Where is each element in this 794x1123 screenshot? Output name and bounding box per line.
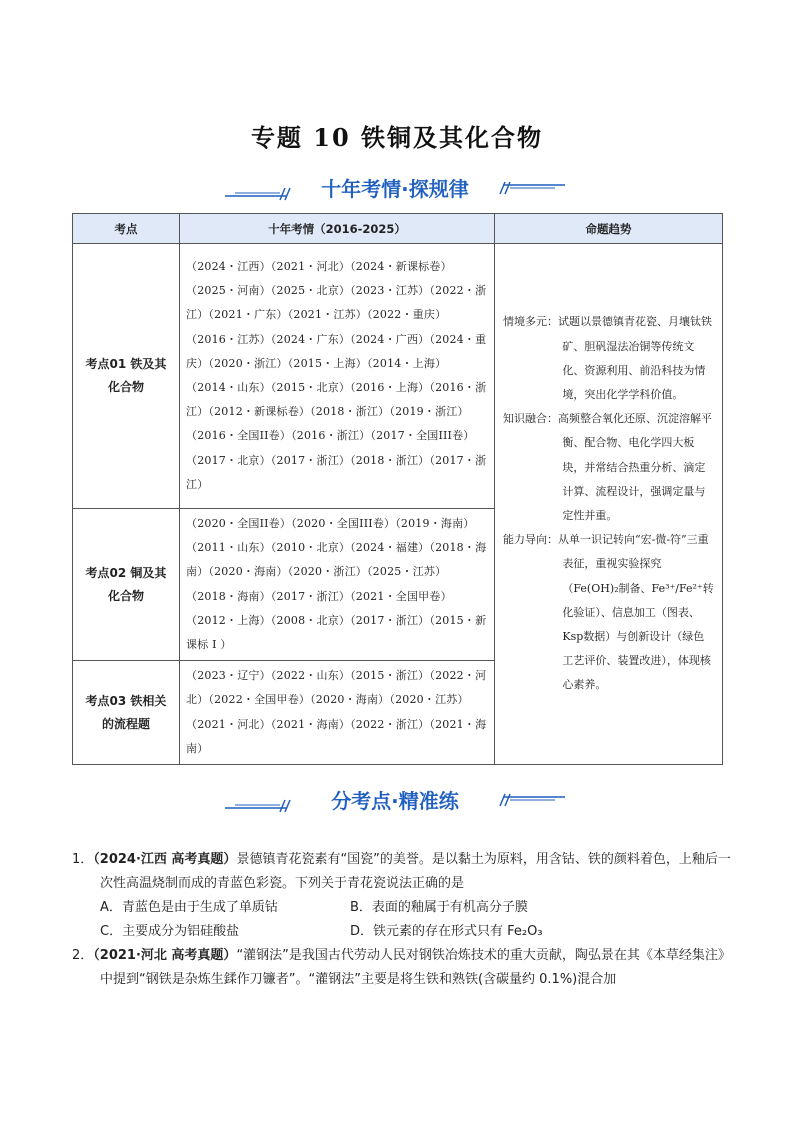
years-cell: （2020・全国II卷）（2020・全国III卷）（2019・海南）（2011・山东）（2010・北京）（2024・福建）（2018・海南）（2020・海南）（2020・浙江）（2025・江苏）（2018・海南）（2017・浙江）（2021・全国甲卷）（2012・上海）（2008・北京）（2017・浙江）（2015・新课标 I ） [180, 509, 495, 661]
topic-cell: 考点03 铁相关的流程题 [73, 661, 180, 765]
trend-item: 知识融合：高频整合氧化还原、沉淀溶解平衡、配合物、电化学四大板块，并常结合热重分析、滴定计算、流程设计，强调定量与定性并重。 [503, 412, 712, 523]
option-b[interactable]: B．表面的釉属于有机高分子膜 [350, 900, 528, 915]
option-a[interactable]: A．青蓝色是由于生成了单质钴 [100, 900, 278, 915]
header-years: 十年考情（2016-2025） [180, 214, 495, 244]
trend-item: 能力导向：从单一识记转向“宏-微-符”三重表征，重视实验探究（Fe(OH)₂制备、Fe³⁺/Fe²⁺转化验证）、信息加工（图表、Ksp数据）与创新设计（绿色工艺评价、装置改进），体现核心素养。 [503, 533, 714, 692]
topic-cell: 考点01 铁及其化合物 [73, 244, 180, 509]
section-banner-trends [225, 174, 565, 204]
question-list [72, 848, 732, 992]
table-row [73, 244, 723, 509]
trend-item: 情境多元：试题以景德镇青花瓷、月壤钛铁矿、胆矾湿法冶铜等传统文化、资源利用、前沿科技为情境，突出化学学科价值。 [503, 315, 712, 401]
years-cell: （2024・江西）（2021・河北）（2024・新课标卷）（2025・河南）（2025・北京）（2023・江苏）（2022・浙江）（2021・广东）（2021・江苏）（2022・重庆）（2016・江苏）（2024・广东）（2024・广西）（2024・重庆）（2020・浙江）（2015・上海）（2014・上海）（2014・山东）（2015・北京）（2016・上海）（2016・浙江）（2012・新课标卷）（2018・浙江）（2019・浙江）（2016・全国II卷）（2016・浙江）（2017・全国III卷）（2017・北京）（2017・浙江）（2018・浙江）（2017・浙江） [180, 244, 495, 509]
trend-table [72, 213, 723, 765]
header-trend: 命题趋势 [495, 214, 723, 244]
banner-title: 分考点·精准练 [331, 789, 459, 813]
topic-cell: 考点02 铜及其化合物 [73, 509, 180, 661]
section-banner-practice [225, 786, 565, 816]
trend-cell [495, 244, 723, 765]
question-stem: 2．（2021·河北 高考真题）“灌钢法”是我国古代劳动人民对钢铁冶炼技术的重大贡献，陶弘景在其《本草经集注》中提到“钢铁是杂炼生鍒作刀镰者”。“灌钢法”主要是将生铁和熟铁(含碳量约 0.1%)混合加 [72, 948, 731, 987]
question-source: （2021·河北 高考真题） [93, 948, 237, 963]
years-cell: （2023・辽宁）（2022・山东）（2015・浙江）（2022・河北）（2022・全国甲卷）（2020・海南）（2020・江苏）（2021・河北）（2021・海南）（2022・浙江）（2021・海南） [180, 661, 495, 765]
banner-title: 十年考情·探规律 [321, 177, 469, 201]
question-1 [72, 848, 732, 944]
header-topic: 考点 [73, 214, 180, 244]
question-2 [72, 944, 732, 992]
table-header-row [73, 214, 723, 244]
option-c[interactable]: C．主要成分为铝硅酸盐 [100, 924, 240, 939]
option-d[interactable]: D．铁元素的存在形式只有 Fe₂O₃ [350, 924, 543, 939]
question-source: （2024·江西 高考真题） [93, 852, 237, 867]
options [72, 896, 732, 944]
question-stem: 1．（2024·江西 高考真题）景德镇青花瓷素有“国瓷”的美誉。是以黏土为原料，用含钴、铁的颜料着色，上釉后一次性高温烧制而成的青蓝色彩瓷。下列关于青花瓷说法正确的是 [72, 852, 731, 891]
page-title: 专题 10 铁铜及其化合物 [250, 123, 544, 152]
